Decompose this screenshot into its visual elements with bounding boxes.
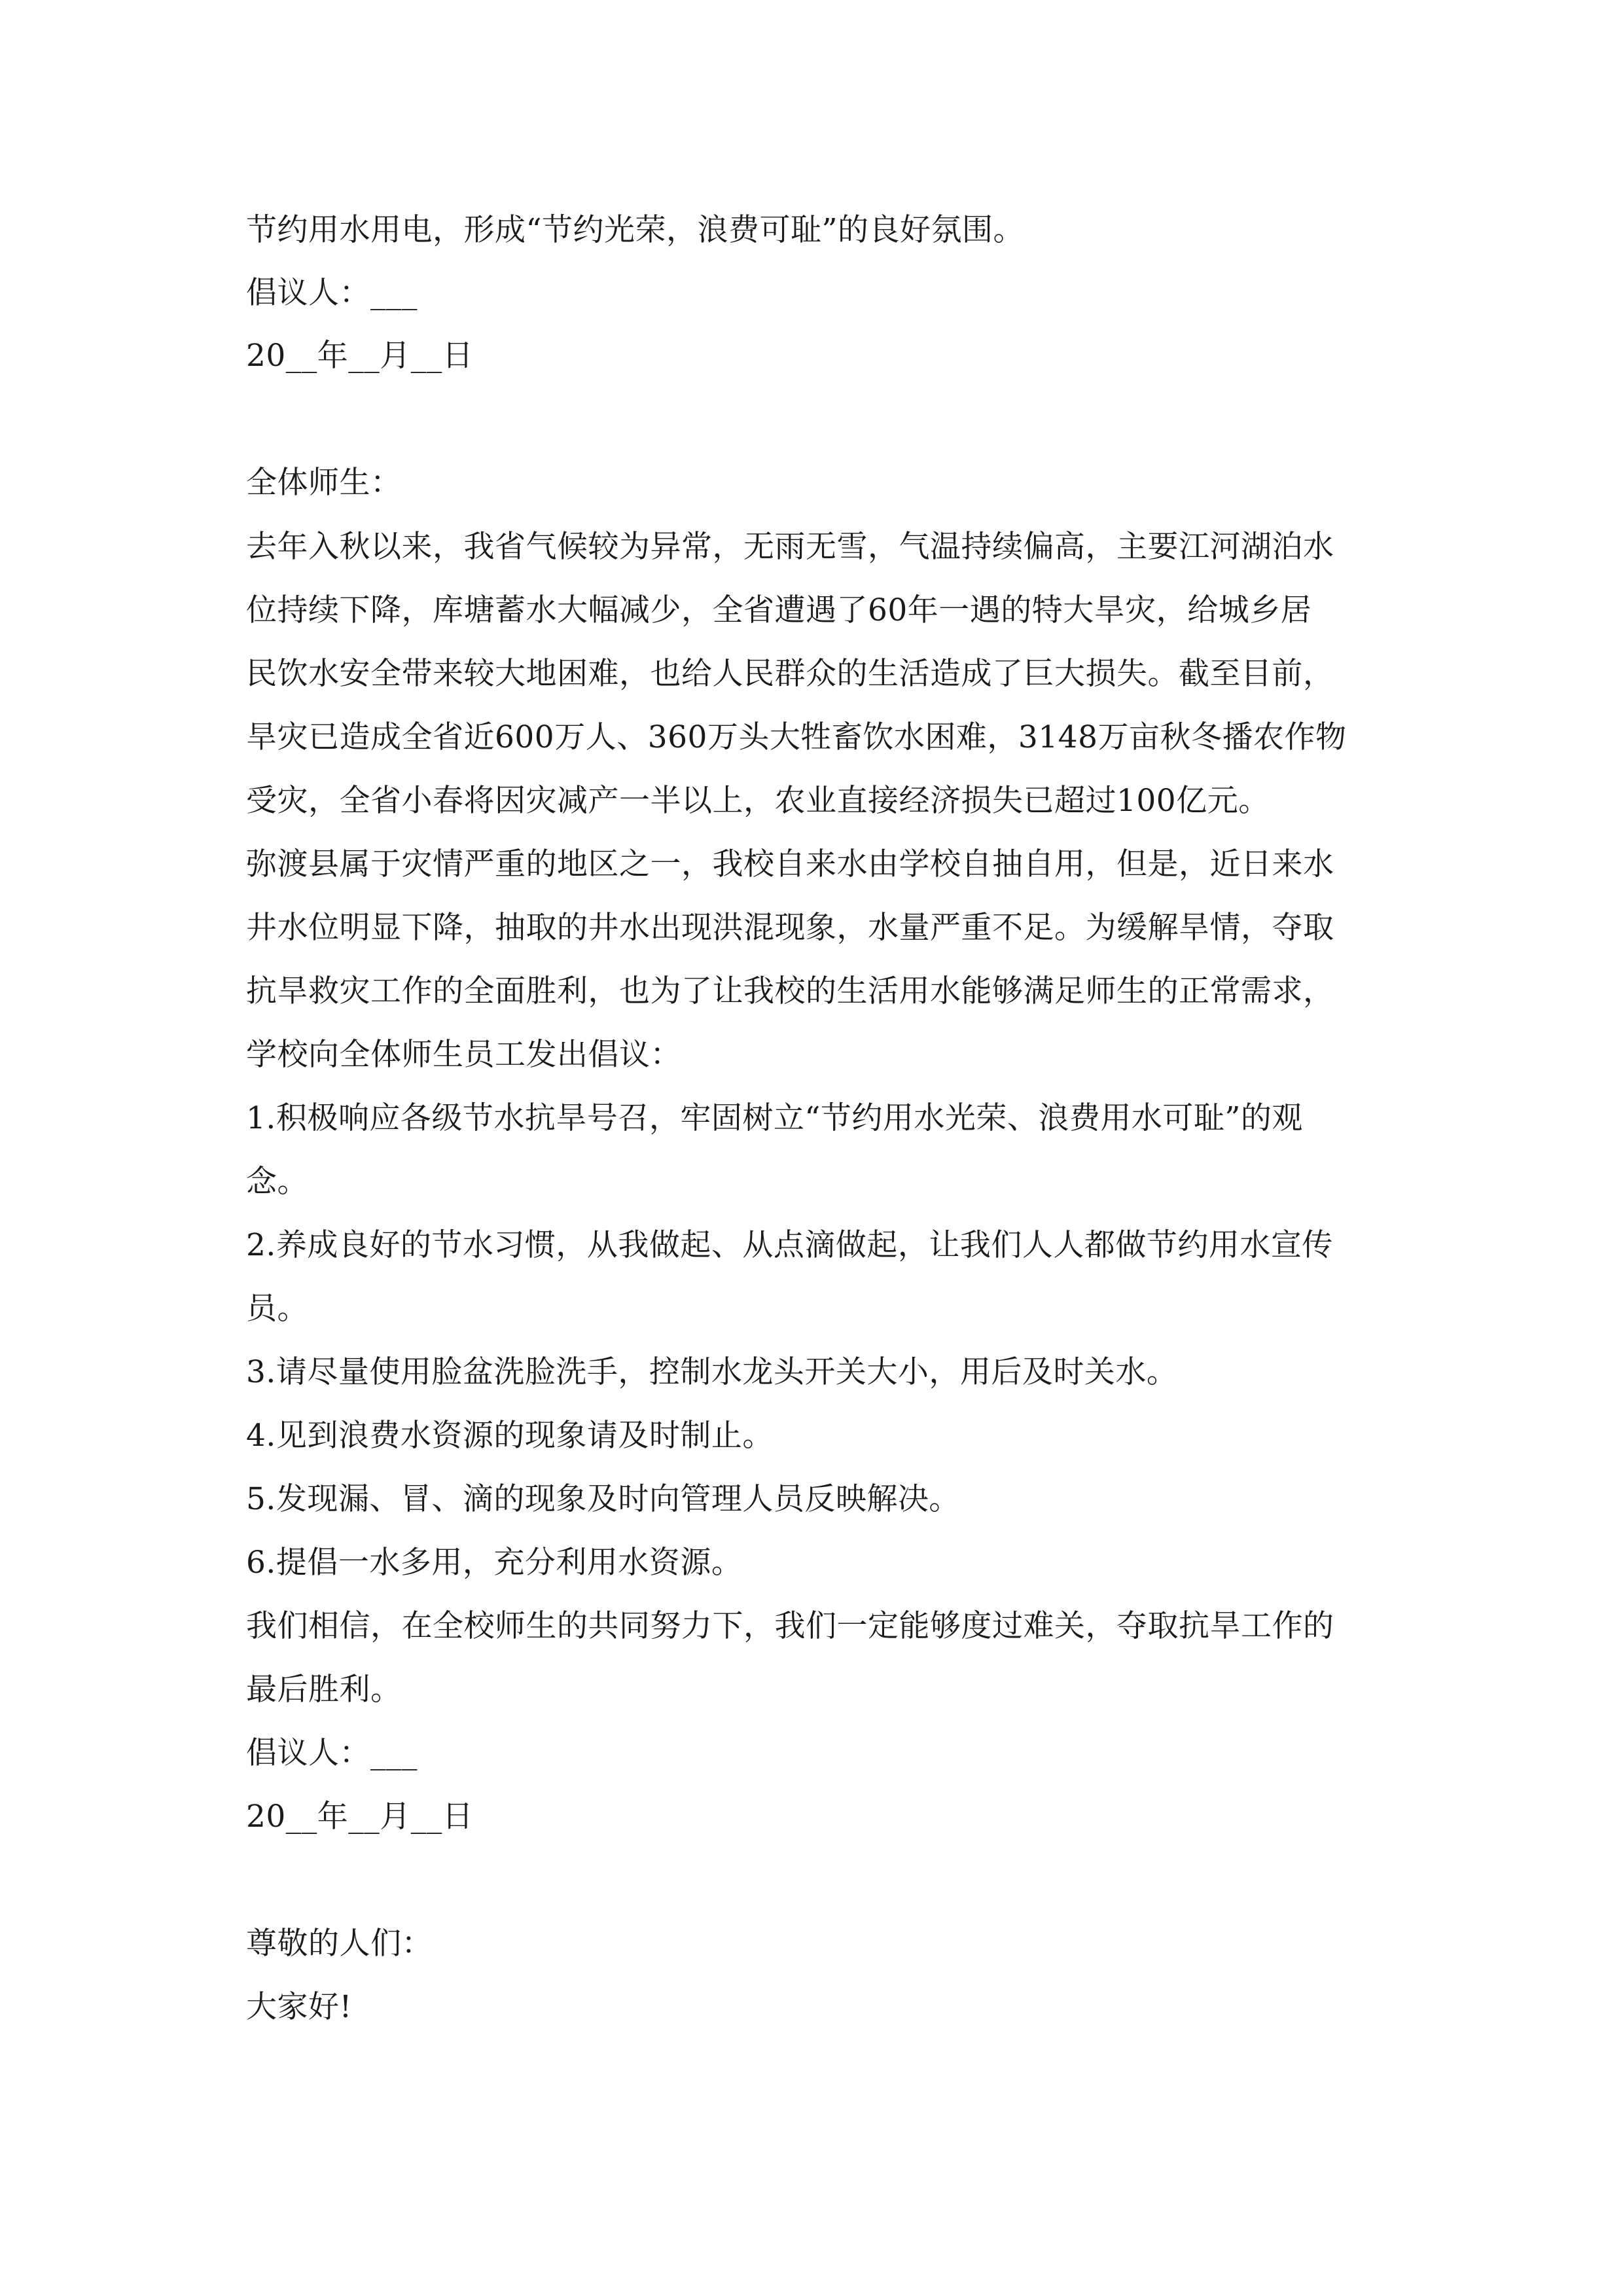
list-item: 6.提倡一水多用，充分利用水资源。 bbox=[246, 1545, 743, 1581]
proposer-line: 倡议人：___ bbox=[246, 1735, 418, 1771]
paragraph-line: 去年入秋以来，我省气候较为异常，无雨无雪，气温持续偏高，主要江河湖泊水 bbox=[246, 529, 1334, 565]
list-item: 4.见到浪费水资源的现象请及时制止。 bbox=[246, 1418, 774, 1454]
list-item: 员。 bbox=[246, 1291, 308, 1327]
paragraph-line: 井水位明显下降，抽取的井水出现洪混现象，水量严重不足。为缓解旱情，夺取 bbox=[246, 910, 1334, 946]
paragraph-line: 我们相信，在全校师生的共同努力下，我们一定能够度过难关，夺取抗旱工作的 bbox=[246, 1608, 1334, 1644]
paragraph-line: 学校向全体师生员工发出倡议： bbox=[246, 1037, 681, 1073]
list-item: 1.积极响应各级节水抗旱号召，牢固树立“节约用水光荣、浪费用水可耻”的观 bbox=[246, 1100, 1303, 1136]
proposer-line: 倡议人：___ bbox=[246, 275, 418, 311]
list-item: 5.发现漏、冒、滴的现象及时向管理人员反映解决。 bbox=[246, 1481, 960, 1517]
paragraph-line: 民饮水安全带来较大地困难，也给人民群众的生活造成了巨大损失。截至目前， bbox=[246, 656, 1334, 692]
paragraph-line: 弥渡县属于灾情严重的地区之一，我校自来水由学校自抽自用，但是，近日来水 bbox=[246, 846, 1334, 882]
paragraph-line: 抗旱救灾工作的全面胜利，也为了让我校的生活用水能够满足师生的正常需求， bbox=[246, 973, 1334, 1009]
body-text-line: 节约用水用电，形成“节约光荣，浪费可耻”的良好氛围。 bbox=[246, 212, 1025, 248]
date-line: 20__年__月__日 bbox=[246, 1799, 474, 1835]
salutation: 尊敬的人们： bbox=[246, 1926, 433, 1962]
list-item: 2.养成良好的节水习惯，从我做起、从点滴做起，让我们人人都做节约用水宣传 bbox=[246, 1227, 1333, 1263]
paragraph-line: 最后胜利。 bbox=[246, 1672, 402, 1708]
date-line: 20__年__月__日 bbox=[246, 338, 474, 374]
greeting: 大家好! bbox=[246, 1989, 352, 2025]
salutation: 全体师生： bbox=[246, 465, 402, 501]
list-item: 3.请尽量使用脸盆洗脸洗手，控制水龙头开关大小，用后及时关水。 bbox=[246, 1354, 1178, 1390]
paragraph-line: 位持续下降，库塘蓄水大幅减少，全省遭遇了60年一遇的特大旱灾，给城乡居 bbox=[246, 592, 1312, 628]
paragraph-line: 旱灾已造成全省近600万人、360万头大牲畜饮水困难，3148万亩秋冬播农作物 bbox=[246, 719, 1347, 755]
list-item: 念。 bbox=[246, 1164, 308, 1200]
paragraph-line: 受灾，全省小春将因灾减产一半以上，农业直接经济损失已超过100亿元。 bbox=[246, 783, 1270, 819]
